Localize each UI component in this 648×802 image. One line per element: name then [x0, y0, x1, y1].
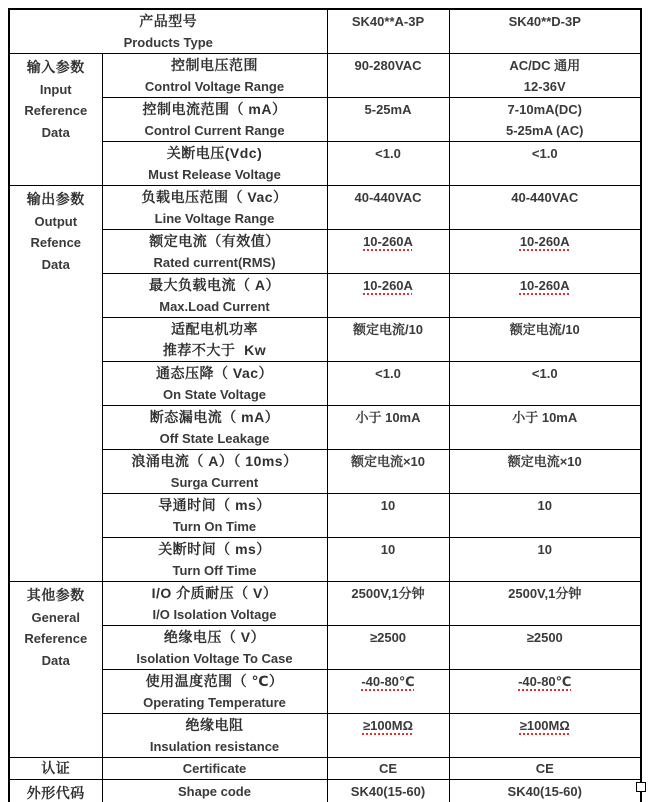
value-d: <1.0: [531, 366, 558, 381]
param-label-en: Certificate: [182, 761, 247, 776]
param-cell: [102, 758, 327, 780]
param-label-zh: 导通时间（ ms）: [158, 497, 271, 513]
param-label-en: Surga Current: [170, 475, 259, 490]
table-row: [9, 538, 641, 582]
param-label-en: Max.Load Current: [159, 299, 270, 314]
value-a: 10-260A: [363, 278, 413, 293]
category-cell-shape-code: [9, 780, 102, 802]
param-label-zh: 使用温度范围（ ℃）: [145, 673, 284, 689]
category-label-en: Data: [41, 256, 70, 272]
value-a: CE: [378, 761, 398, 776]
value-d: -40-80℃: [518, 674, 572, 689]
param-label-zh: 适配电机功率: [171, 321, 258, 337]
category-label-zh: 输出参数: [26, 191, 85, 207]
value-d: ≥100MΩ: [519, 718, 570, 733]
param-label-en: Turn On Time: [172, 519, 257, 534]
value-a: 小于 10mA: [355, 410, 421, 425]
value-d: 10: [537, 498, 552, 513]
value-a: ≥2500: [369, 630, 407, 645]
value-d: ≥2500: [526, 630, 563, 645]
value-a-cell: [327, 670, 449, 714]
param-label-zh: I/O 介质耐压（ V）: [151, 585, 278, 601]
param-label-en: Rated current(RMS): [153, 255, 276, 270]
param-label-en: Shape code: [178, 784, 251, 799]
value-d: AC/DC 通用: [509, 58, 581, 73]
param-label-en: Must Release Voltage: [148, 167, 281, 182]
table-row: [9, 318, 641, 362]
category-label-en: Reference: [24, 103, 88, 118]
table-row: [9, 626, 641, 670]
value-d: 12-36V: [523, 79, 566, 94]
table-row: [9, 758, 641, 780]
category-label-en: General: [31, 609, 80, 625]
value-d-cell: [449, 54, 641, 98]
param-label-zh: 关断电压(Vdc): [166, 145, 263, 161]
category-label-zh: 外形代码: [26, 785, 85, 801]
value-a-cell: [327, 274, 449, 318]
model-d-label: SK40**D-3P: [508, 14, 581, 29]
value-a-cell: [327, 494, 449, 538]
param-label-zh: 负载电压范围（ Vac）: [141, 189, 288, 205]
category-label-en: Output: [34, 213, 78, 229]
param-label-en: Off State Leakage: [159, 431, 270, 446]
table-row: [9, 186, 641, 230]
category-cell-output: [9, 186, 102, 582]
value-d: 40-440VAC: [511, 190, 579, 205]
value-d-cell: [449, 780, 641, 802]
table-row: [9, 98, 641, 142]
value-a: 10-260A: [363, 234, 413, 249]
table-row: [9, 780, 641, 802]
param-cell: [102, 494, 327, 538]
value-d-cell: [449, 406, 641, 450]
table-row: [9, 450, 641, 494]
value-a-cell: [327, 406, 449, 450]
param-cell: [102, 230, 327, 274]
value-a: 额定电流/10: [352, 322, 424, 337]
table-row: [9, 142, 641, 186]
value-d-cell: [449, 98, 641, 142]
products-type-label-en: Products Type: [123, 35, 213, 50]
param-label-zh: 绝缘电阻: [185, 717, 244, 733]
param-label-zh: 推荐不大于 Kw: [162, 342, 267, 358]
param-cell: [102, 670, 327, 714]
param-cell: [102, 318, 327, 362]
model-d-header-cell: [449, 9, 641, 54]
table-row: [9, 406, 641, 450]
param-label-zh: 通态压降（ Vac）: [155, 365, 274, 381]
value-d-cell: [449, 494, 641, 538]
table-row: [9, 494, 641, 538]
param-cell: [102, 406, 327, 450]
value-d-cell: [449, 142, 641, 186]
value-a: 40-440VAC: [354, 190, 422, 205]
value-a: ≥100MΩ: [362, 718, 414, 733]
value-a-cell: [327, 538, 449, 582]
category-label-zh: 认证: [41, 760, 71, 776]
category-label-en: Refence: [30, 235, 82, 250]
table-row: [9, 582, 641, 626]
products-type-label-zh: 产品型号: [139, 13, 198, 29]
value-d-cell: [449, 186, 641, 230]
table-row: [9, 274, 641, 318]
product-spec-table: [8, 8, 642, 802]
value-d-cell: [449, 582, 641, 626]
value-d: 10-260A: [519, 278, 570, 293]
model-a-header-cell: [327, 9, 449, 54]
value-d-cell: [449, 318, 641, 362]
value-d: 10-260A: [519, 234, 570, 249]
value-d: 额定电流/10: [509, 322, 580, 337]
param-label-en: Turn Off Time: [172, 563, 257, 578]
category-cell-general: [9, 582, 102, 758]
value-a-cell: [327, 450, 449, 494]
value-a: <1.0: [375, 146, 401, 161]
param-label-en: Control Current Range: [144, 123, 285, 138]
category-label-zh: 输入参数: [26, 59, 85, 75]
category-label-en: Reference: [24, 631, 88, 646]
table-row: [9, 54, 641, 98]
table-row: [9, 714, 641, 758]
param-label-zh: 浪涌电流（ A）（ 10ms）: [131, 453, 298, 469]
table-row: [9, 670, 641, 714]
value-a-cell: [327, 98, 449, 142]
param-cell: [102, 538, 327, 582]
value-d-cell: [449, 362, 641, 406]
value-d-cell: [449, 714, 641, 758]
value-d-cell: [449, 538, 641, 582]
param-label-zh: 控制电流范围（ mA）: [142, 101, 287, 117]
model-a-label: SK40**A-3P: [351, 14, 425, 29]
value-a: 5-25mA: [364, 102, 412, 117]
value-d-cell: [449, 230, 641, 274]
param-label-zh: 最大负载电流（ A）: [149, 277, 280, 293]
value-d: <1.0: [531, 146, 558, 161]
param-label-en: On State Voltage: [162, 387, 267, 402]
value-d: 2500V,1分钟: [508, 586, 582, 601]
value-a-cell: [327, 626, 449, 670]
param-label-zh: 关断时间（ ms）: [158, 541, 271, 557]
value-d: 额定电流×10: [507, 454, 582, 469]
products-type-header-cell: [9, 9, 327, 54]
category-cell-certificate: [9, 758, 102, 780]
param-label-en: Control Voltage Range: [144, 79, 285, 94]
table-resize-handle[interactable]: [636, 782, 646, 792]
table-row: [9, 362, 641, 406]
param-cell: [102, 450, 327, 494]
category-cell-input: [9, 54, 102, 186]
table-row: [9, 230, 641, 274]
value-a-cell: [327, 780, 449, 802]
value-d-cell: [449, 450, 641, 494]
value-a-cell: [327, 714, 449, 758]
param-cell: [102, 362, 327, 406]
param-cell: [102, 780, 327, 802]
value-d: 小于 10mA: [512, 410, 578, 425]
param-label-en: Insulation resistance: [149, 739, 280, 754]
value-a-cell: [327, 758, 449, 780]
value-d: SK40(15-60): [507, 784, 582, 799]
param-label-zh: 绝缘电压（ V）: [163, 629, 266, 645]
value-a: <1.0: [375, 366, 401, 381]
param-label-zh: 额定电流（有效值）: [149, 233, 280, 249]
param-cell: [102, 186, 327, 230]
category-label-en: Data: [41, 652, 70, 668]
value-a: SK40(15-60): [350, 784, 426, 799]
param-cell: [102, 274, 327, 318]
value-a: -40-80℃: [361, 674, 415, 689]
value-a-cell: [327, 186, 449, 230]
value-d: 10: [537, 542, 552, 557]
value-a: 10: [380, 498, 396, 513]
value-a-cell: [327, 318, 449, 362]
value-a-cell: [327, 582, 449, 626]
value-a-cell: [327, 54, 449, 98]
param-cell: [102, 142, 327, 186]
category-label-zh: 其他参数: [26, 587, 85, 603]
value-d-cell: [449, 274, 641, 318]
value-a: 额定电流×10: [350, 454, 426, 469]
value-d: 5-25mA (AC): [505, 123, 584, 138]
value-d: CE: [535, 761, 554, 776]
param-label-zh: 控制电压范围: [171, 57, 258, 73]
param-label-en: I/O Isolation Voltage: [152, 607, 277, 622]
value-a: 90-280VAC: [354, 58, 422, 73]
param-cell: [102, 582, 327, 626]
param-label-en: Line Voltage Range: [154, 211, 275, 226]
value-a: 10: [380, 542, 396, 557]
value-d-cell: [449, 626, 641, 670]
param-label-en: Operating Temperature: [143, 695, 286, 710]
param-cell: [102, 626, 327, 670]
category-label-en: Input: [39, 81, 72, 97]
param-label-zh: 断态漏电流（ mA）: [149, 409, 280, 425]
category-label-en: Data: [41, 124, 70, 140]
param-cell: [102, 98, 327, 142]
value-a: 2500V,1分钟: [351, 586, 425, 601]
param-cell: [102, 54, 327, 98]
param-cell: [102, 714, 327, 758]
value-a-cell: [327, 230, 449, 274]
value-a-cell: [327, 362, 449, 406]
value-a-cell: [327, 142, 449, 186]
value-d-cell: [449, 758, 641, 780]
value-d: 7-10mA(DC): [507, 102, 582, 117]
param-label-en: Isolation Voltage To Case: [136, 651, 293, 666]
value-d-cell: [449, 670, 641, 714]
